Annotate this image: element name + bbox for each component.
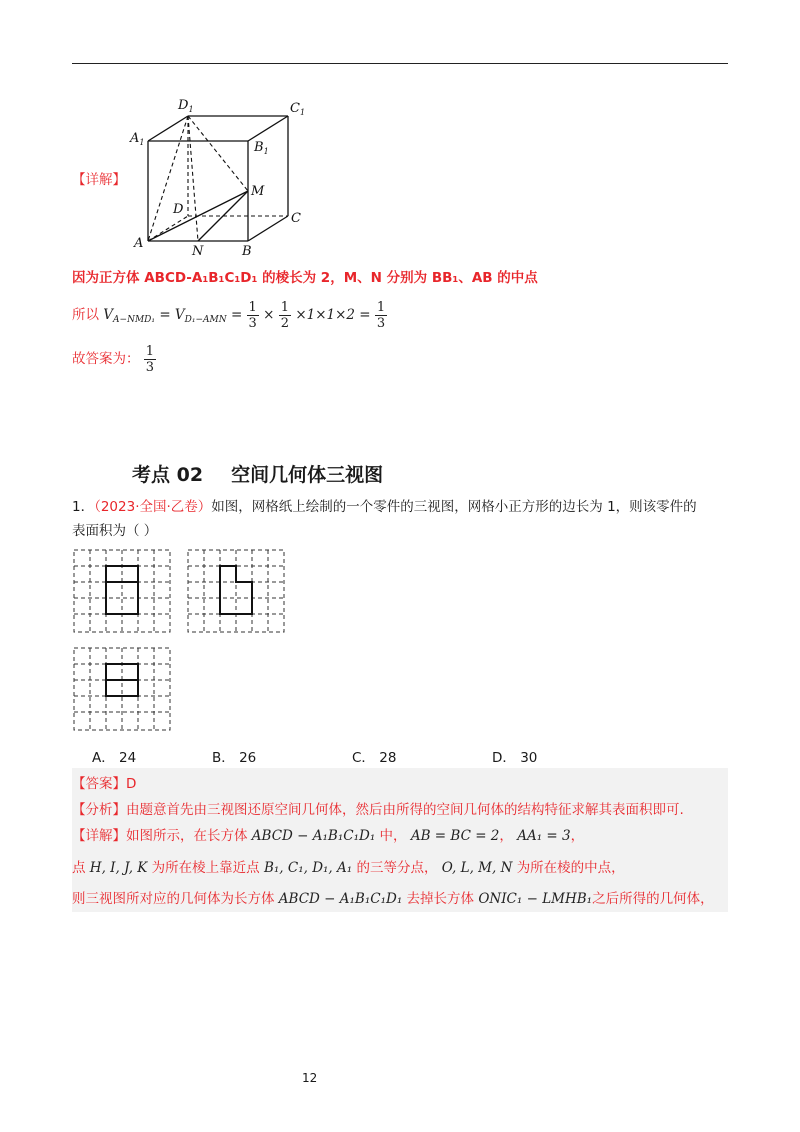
- detail-label: 【详解】: [72, 172, 126, 188]
- answer-line: 【答案】D: [72, 776, 137, 792]
- choice-d[interactable]: D． 30: [492, 750, 538, 766]
- edge-A1D1: [148, 116, 188, 141]
- label-C: C: [291, 211, 301, 226]
- label-N: N: [192, 244, 204, 258]
- header-rule: [72, 63, 728, 64]
- explain-line-3: 则三视图所对应的几何体为长方体 ABCD − A₁B₁C₁D₁ 去掉长方体 ONIC₁ − LMHB₁之后所得的几何体，: [72, 891, 714, 907]
- explain-line-2: 点 H, I, J, K 为所在棱上靠近点 B₁, C₁, D₁, A₁ 的三等分点， O, L, M, N 为所在棱的中点，: [72, 860, 625, 876]
- top-view-grid: [74, 648, 170, 730]
- choice-c[interactable]: C． 28: [352, 750, 397, 766]
- label-D: D: [173, 202, 184, 217]
- solution-line-2: 所以 $V_{A-NMD_1} = V_{D_1-AMN}$ = $\frac{1}{3}$ × $\frac{1}{2}$ ×1×1×2 = $\frac{1}{3}$: [72, 299, 386, 331]
- explain-line-1: 【详解】如图所示，在长方体 ABCD − A₁B₁C₁D₁ 中， AB = BC = 2， AA₁ = 3，: [72, 828, 585, 844]
- choice-a[interactable]: A． 24: [92, 750, 137, 766]
- edge-BC: [248, 216, 288, 241]
- side-view-grid: [188, 550, 284, 632]
- section-title: 考点 02 空间几何体三视图: [132, 464, 384, 486]
- label-C1: $C_1$: [290, 101, 306, 117]
- page-number: 12: [302, 1071, 318, 1085]
- label-A1: $A_1$: [130, 131, 145, 147]
- choice-b[interactable]: B． 26: [212, 750, 257, 766]
- edge-D1A: [148, 116, 188, 241]
- question-line-2: 表面积为（ ）: [72, 523, 158, 539]
- label-D1: $D_1$: [178, 98, 194, 114]
- label-M: M: [251, 184, 265, 199]
- edge-D1N: [188, 116, 198, 241]
- question-line-1: 1．（2023·全国·乙卷）如图，网格纸上绘制的一个零件的三视图，网格小正方形的边长为 1，则该零件的: [72, 499, 697, 515]
- front-view-grid: [74, 550, 170, 632]
- solution-line-1: 因为正方体 ABCD-A₁B₁C₁D₁ 的棱长为 2，M、N 分别为 BB₁、AB 的中点: [72, 270, 538, 286]
- three-views-figure: [72, 548, 292, 733]
- analysis-line: 【分析】由题意首先由三视图还原空间几何体，然后由所得的空间几何体的结构特征求解其表面积即可.: [72, 802, 684, 818]
- edge-B1C1: [248, 116, 288, 141]
- final-answer: 故答案为： $\frac{1}{3}$: [72, 343, 155, 375]
- cube-figure: [128, 96, 313, 258]
- label-A: A: [134, 236, 144, 251]
- edge-D1M: [188, 116, 248, 191]
- label-B: B: [242, 244, 252, 258]
- label-B1: $B_1$: [254, 140, 269, 156]
- edge-AD: [148, 216, 188, 241]
